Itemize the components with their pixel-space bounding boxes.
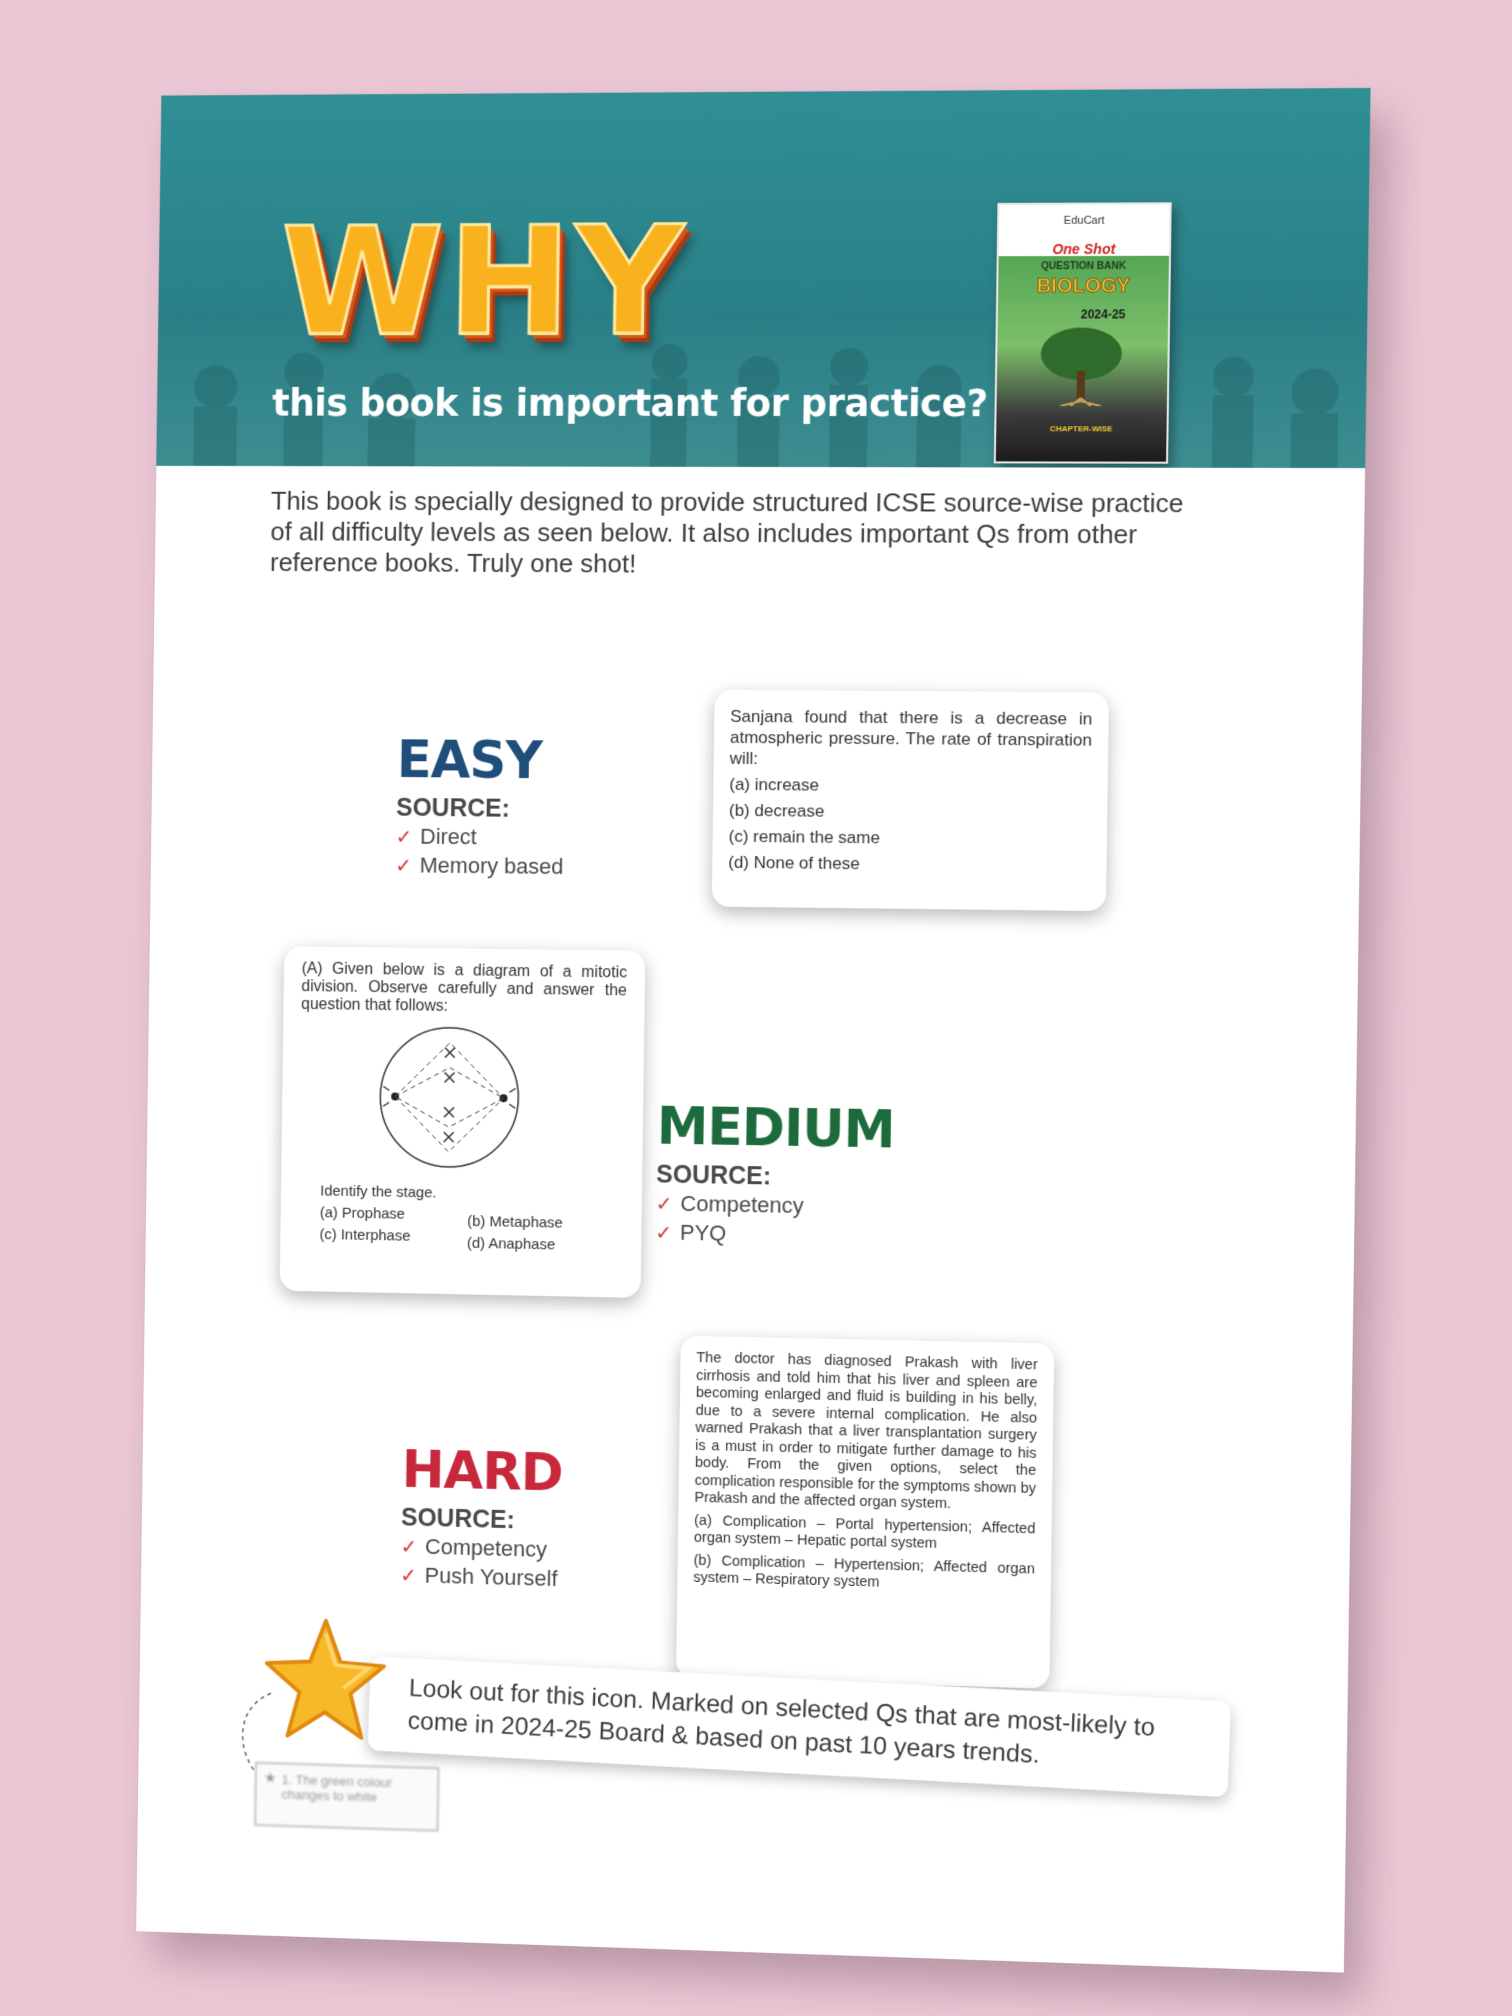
banner-subtitle: this book is important for practice?	[271, 381, 988, 426]
tree-icon	[1025, 325, 1138, 406]
check-icon: ✓	[655, 1222, 673, 1245]
hard-level	[400, 1440, 564, 1594]
book-cover-image	[994, 202, 1172, 463]
hard-title: HARD	[401, 1440, 564, 1504]
book-brand: EduCart	[1063, 214, 1105, 227]
why-heading: WHY	[279, 195, 689, 370]
medium-level	[655, 1096, 895, 1252]
intro-text: This book is specially designed to provide structured ICSE source-wise practice of all difficulty levels as seen below. It also includes important Qs from other reference books. Truly one shot!	[269, 485, 1184, 579]
medium-question-text: (A) Given below is a diagram of a mitotic division. Observe carefully and answer the question that follows:	[301, 960, 628, 1015]
medium-title: MEDIUM	[656, 1096, 895, 1161]
hard-option: (b) Complication – Hypertension; Affected organ system – Respiratory system	[693, 1552, 1035, 1591]
book-footer: CHAPTER-WISE	[1049, 424, 1113, 434]
easy-option: (c) remain the same	[728, 826, 881, 848]
hard-question-text: The doctor has diagnosed Prakash with liver cirrhosis and told him that his liver and spleen are becoming enlarged and fluid is building in his belly, due to a severe internal complication. He also warned Prakash that a liver transplantation surgery is a must in order to mitigate further damage to his body. From the given options, select the complication responsible for the symptoms shown by Prakash and the affected organ system.	[694, 1350, 1038, 1513]
book-subject: BIOLOGY	[1036, 275, 1131, 298]
easy-source-label: SOURCE:	[395, 793, 510, 823]
check-icon: ✓	[395, 855, 412, 878]
medium-source-item: ✓ Competency	[655, 1190, 804, 1219]
medium-option: (d) Anaphase	[466, 1234, 556, 1254]
easy-option: (d) None of these	[728, 852, 860, 874]
check-icon: ✓	[655, 1193, 673, 1216]
easy-source-item: ✓ Direct	[395, 823, 477, 850]
check-icon: ✓	[400, 1536, 418, 1559]
medium-option: (b) Metaphase	[467, 1212, 563, 1232]
medium-source-label: SOURCE:	[655, 1160, 772, 1191]
book-year: 2024-25	[1080, 307, 1126, 322]
star-note-text: Look out for this icon. Marked on selected Qs that are most-likely to come in 2024-25 Board & based on past 10 years trends.	[407, 1674, 1156, 1769]
easy-option: (a) increase	[729, 774, 820, 795]
hard-option: (a) Complication – Portal hypertension; Affected organ system – Hepatic portal system	[693, 1512, 1036, 1552]
easy-title: EASY	[396, 730, 543, 792]
medium-prompt: Identify the stage.	[320, 1182, 437, 1202]
sample-question-text: 1. The green colour changes to white	[281, 1771, 393, 1805]
hard-source-item: ✓ Competency	[400, 1533, 548, 1562]
hard-question-card	[676, 1336, 1054, 1689]
header-banner	[156, 88, 1370, 468]
hard-source-label: SOURCE:	[400, 1503, 515, 1535]
book-page	[136, 88, 1370, 1973]
small-star-icon: ★	[263, 1769, 277, 1786]
easy-level	[395, 730, 565, 882]
book-type: QUESTION BANK	[1040, 260, 1127, 273]
medium-question-card	[280, 946, 646, 1298]
medium-option: (a) Prophase	[319, 1204, 406, 1223]
easy-option: (b) decrease	[728, 800, 825, 821]
book-series: One Shot	[1052, 240, 1116, 258]
check-icon: ✓	[395, 826, 413, 849]
sample-question-thumbnail	[255, 1762, 439, 1831]
easy-source-item: ✓ Memory based	[395, 852, 564, 880]
hard-source-item: ✓ Push Yourself	[400, 1562, 558, 1592]
medium-source-item: ✓ PYQ	[655, 1219, 727, 1246]
medium-option: (c) Interphase	[319, 1226, 411, 1245]
mitosis-diagram	[374, 1022, 524, 1173]
easy-question-text: Sanjana found that there is a decrease in atmospheric pressure. The rate of transpiration will:	[729, 706, 1093, 769]
easy-question-card	[712, 690, 1109, 911]
check-icon: ✓	[400, 1565, 417, 1588]
